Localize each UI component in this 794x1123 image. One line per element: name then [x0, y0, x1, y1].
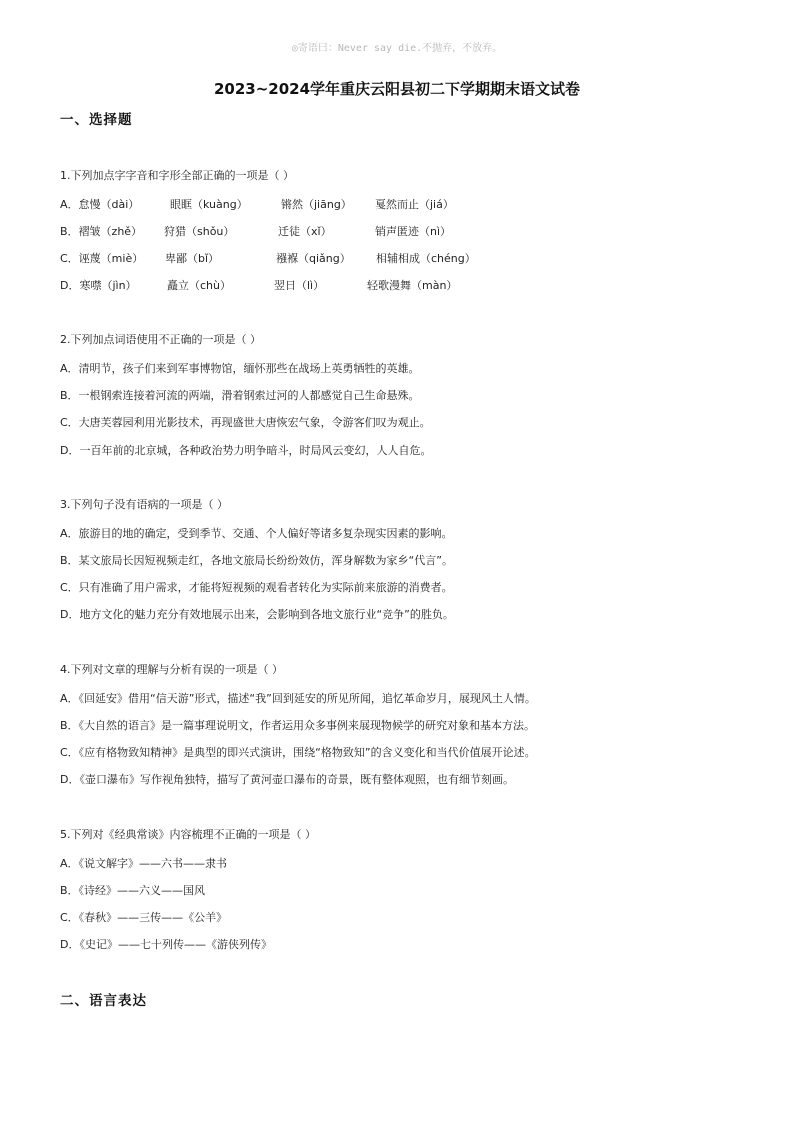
option-item: A．怠慢（dài） [60, 198, 140, 211]
question-4-option-a: A．《回延安》借用“信天游”形式，描述“我”回到延安的所见所闻，追忆革命岁月，展现风土人情。 [60, 692, 536, 705]
question-5-option-c: C．《春秋》——三传——《公羊》 [60, 911, 228, 924]
question-2-option-b: B．一根钢索连接着河流的两端，滑着钢索过河的人都感觉自己生命悬殊。 [60, 389, 420, 402]
option-item: 销声匿迹（nì） [375, 225, 452, 238]
option-item: 迁徒（xǐ） [278, 225, 332, 238]
question-5-stem: 5.下列对《经典常谈》内容梳理不正确的一项是（ ） [60, 828, 316, 841]
option-item: 戛然而止（jiá） [375, 198, 454, 211]
option-item: 眼眶（kuàng） [170, 198, 248, 211]
option-item: 轻歌漫舞（màn） [367, 279, 458, 292]
option-item: D．寒噤（jìn） [60, 279, 137, 292]
question-2-option-c: C．大唐芙蓉园利用光影技术，再现盛世大唐恢宏气象，令游客们叹为观止。 [60, 416, 431, 429]
option-item: C．诬蔑（miè） [60, 252, 144, 265]
question-3-option-b: B．某文旅局长因短视频走红，各地文旅局长纷纷效仿，浑身解数为家乡“代言”。 [60, 554, 453, 567]
question-4-option-b: B．《大自然的语言》是一篇事理说明文，作者运用众多事例来展现物候学的研究对象和基本方法。 [60, 719, 536, 732]
question-2-option-d: D．一百年前的北京城，各种政治势力明争暗斗，时局风云变幻，人人自危。 [60, 444, 432, 457]
option-item: 襁褓（qiǎng） [276, 252, 351, 265]
option-item: 翌日（lì） [274, 279, 325, 292]
page-title: 2023~2024学年重庆云阳县初二下学期期末语文试卷 [213, 80, 581, 98]
option-item: 相辅相成（chéng） [376, 252, 476, 265]
header-motto: ◎寄语曰：Never say die.不抛弃，不放弃。 [291, 43, 503, 54]
question-5-option-b: B．《诗经》——六义——国风 [60, 884, 206, 897]
option-item: 锵然（jiāng） [281, 198, 352, 211]
question-3-option-a: A．旅游目的地的确定，受到季节、交通、个人偏好等诸多复杂现实因素的影响。 [60, 527, 453, 540]
option-item: 狩猎（shǒu） [164, 225, 235, 238]
option-item: B．褶皱（zhě） [60, 225, 143, 238]
question-3-stem: 3.下列句子没有语病的一项是（ ） [60, 498, 228, 511]
question-3-option-d: D．地方文化的魅力充分有效地展示出来，会影响到各地文旅行业“竞争”的胜负。 [60, 608, 454, 621]
question-5-option-a: A．《说文解字》——六书——隶书 [60, 857, 228, 870]
question-5-option-d: D．《史记》——七十列传——《游侠列传》 [60, 938, 272, 951]
option-item: 矗立（chù） [167, 279, 231, 292]
question-4-option-c: C．《应有格物致知精神》是典型的即兴式演讲，围绕“格物致知”的含义变化和当代价值展开论述。 [60, 746, 536, 759]
section-heading-choice: 一、选择题 [60, 112, 133, 128]
question-3-option-c: C．只有准确了用户需求，才能将短视频的观看者转化为实际前来旅游的消费者。 [60, 581, 453, 594]
question-2-option-a: A．清明节，孩子们来到军事博物馆，缅怀那些在战场上英勇牺牲的英雄。 [60, 362, 420, 375]
question-4-option-d: D．《壶口瀑布》写作视角独特，描写了黄河壶口瀑布的奇景，既有整体观照，也有细节刻画。 [60, 773, 514, 786]
section-heading-expression: 二、语言表达 [60, 993, 147, 1009]
option-item: 卑鄙（bǐ） [165, 252, 220, 265]
question-1-stem: 1.下列加点字字音和字形全部正确的一项是（ ） [60, 169, 294, 182]
question-2-stem: 2.下列加点词语使用不正确的一项是（ ） [60, 333, 261, 346]
question-4-stem: 4.下列对文章的理解与分析有误的一项是（ ） [60, 663, 283, 676]
